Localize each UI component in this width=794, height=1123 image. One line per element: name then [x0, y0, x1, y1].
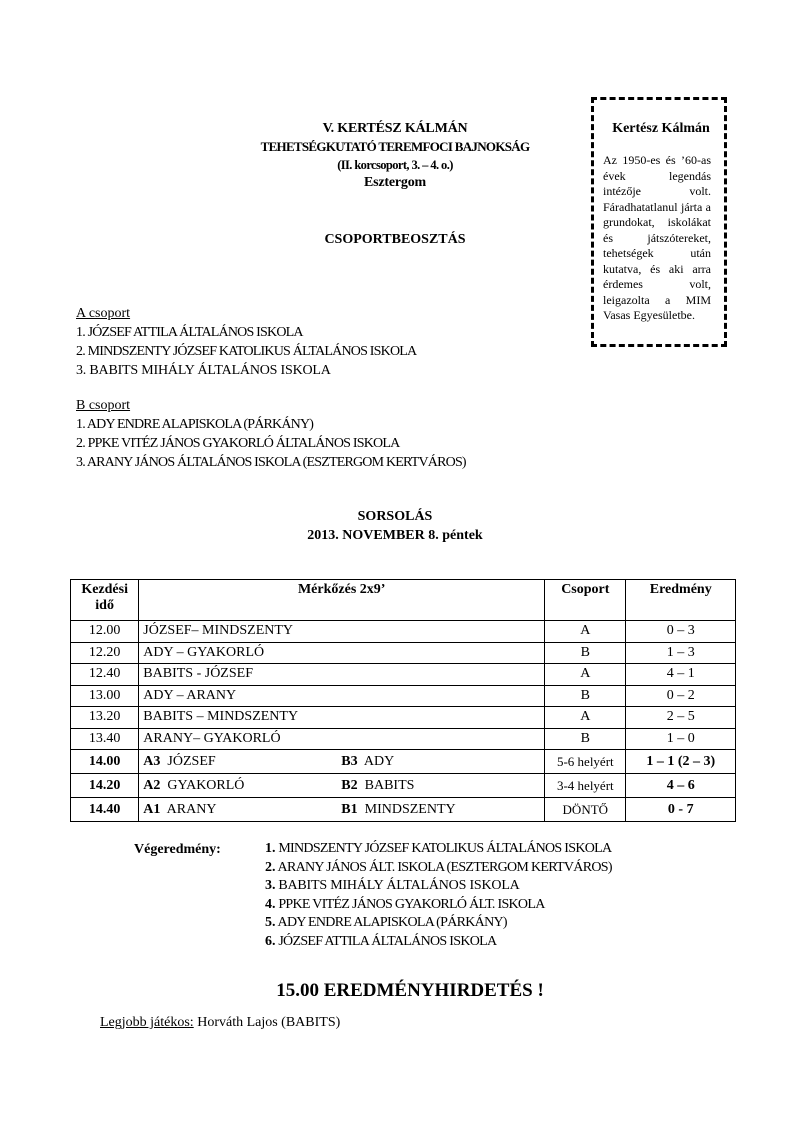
list-item	[265, 840, 612, 859]
school: JÓZSEF ATTILA ÁLTALÁNOS ISKOLA	[278, 933, 497, 949]
team-1: ARANY	[166, 801, 217, 817]
table-row-final	[71, 774, 736, 798]
row-result: 0 – 3	[626, 621, 736, 643]
seed-1: A3	[143, 753, 161, 769]
team-2: ADY	[363, 753, 395, 769]
team-1: GYAKORLÓ	[167, 777, 245, 793]
row-time: 13.40	[71, 728, 139, 750]
best-player	[100, 1015, 340, 1031]
table-row	[71, 621, 736, 643]
group-a-title: A csoport	[76, 306, 131, 321]
group-b-title: B csoport	[76, 398, 131, 413]
seed-2: B2	[341, 777, 358, 793]
row-time: 13.20	[71, 707, 139, 729]
row-time: 12.00	[71, 621, 139, 643]
final-standings-list	[265, 840, 612, 951]
row-time: 13.00	[71, 685, 139, 707]
table-row	[71, 728, 736, 750]
list-item	[265, 859, 612, 878]
team-1: JÓZSEF	[167, 753, 216, 769]
table-row-final	[71, 798, 736, 822]
row-group: A	[545, 707, 626, 729]
row-group: B	[545, 728, 626, 750]
rank: 6.	[265, 933, 276, 949]
header-match: Mérkőzés 2x9’	[139, 580, 545, 621]
final-group: 5-6 helyért	[545, 750, 626, 774]
list-item	[265, 914, 612, 933]
team-2: BABITS	[364, 777, 415, 793]
group-b	[76, 396, 466, 472]
header-time: Kezdési idő	[71, 580, 139, 621]
draw-date: 2013. NOVEMBER 8. péntek	[307, 528, 483, 543]
seed-2: B3	[341, 753, 358, 769]
final-match	[139, 798, 545, 822]
header-result: Eredmény	[626, 580, 736, 621]
row-match: BABITS – MINDSZENTY	[139, 707, 545, 729]
final-group: 3-4 helyért	[545, 774, 626, 798]
row-time: 12.20	[71, 642, 139, 664]
final-time: 14.40	[71, 798, 139, 822]
school: ARANY JÁNOS ÁLT. ISKOLA (ESZTERGOM KERTVÁROS)	[277, 859, 612, 875]
school: BABITS MIHÁLY ÁLTALÁNOS ISKOLA	[278, 878, 520, 893]
row-group: A	[545, 664, 626, 686]
group-b-item: 1. ADY ENDRE ALAPISKOLA (PÁRKÁNY)	[76, 417, 314, 432]
final-result: 4 – 6	[626, 774, 736, 798]
seed-1: A1	[143, 801, 161, 817]
row-group: A	[545, 621, 626, 643]
group-a	[76, 304, 416, 380]
row-group: B	[545, 642, 626, 664]
best-player-label: Legjobb játékos:	[100, 1015, 194, 1030]
best-player-value: Horváth Lajos (BABITS)	[197, 1015, 341, 1030]
header-group: Csoport	[545, 580, 626, 621]
row-result: 0 – 2	[626, 685, 736, 707]
table-header-row	[71, 580, 736, 621]
final-match	[139, 750, 545, 774]
table-row	[71, 642, 736, 664]
final-time: 14.00	[71, 750, 139, 774]
row-result: 2 – 5	[626, 707, 736, 729]
group-a-item: 1. JÓZSEF ATTILA ÁLTALÁNOS ISKOLA	[76, 325, 303, 340]
group-a-item: 2. MINDSZENTY JÓZSEF KATOLIKUS ÁLTALÁNOS ISKOLA	[76, 344, 417, 359]
list-item	[265, 896, 612, 915]
table-row	[71, 707, 736, 729]
rank: 4.	[265, 896, 276, 912]
info-sidebox	[585, 93, 735, 351]
group-b-item: 2. PPKE VITÉZ JÁNOS GYAKORLÓ ÁLTALÁNOS ISKOLA	[76, 436, 400, 451]
final-result: 0 - 7	[626, 798, 736, 822]
table-row	[71, 664, 736, 686]
schedule-table	[70, 579, 736, 822]
final-match	[139, 774, 545, 798]
row-result: 4 – 1	[626, 664, 736, 686]
rank: 2.	[265, 859, 276, 875]
draw-heading	[200, 507, 590, 545]
school: PPKE VITÉZ JÁNOS GYAKORLÓ ÁLT. ISKOLA	[278, 896, 545, 912]
rank: 5.	[265, 915, 276, 930]
row-match: ADY – ARANY	[139, 685, 545, 707]
group-b-item: 3. ARANY JÁNOS ÁLTALÁNOS ISKOLA (ESZTERGOM KERTVÁROS)	[76, 455, 466, 470]
sidebox-title: Kertész Kálmán	[612, 121, 710, 136]
header-line-2: TEHETSÉGKUTATÓ TEREMFOCI BAJNOKSÁG	[260, 139, 530, 154]
row-match: JÓZSEF– MINDSZENTY	[139, 621, 545, 643]
final-group: DÖNTŐ	[545, 798, 626, 822]
rank: 1.	[265, 841, 276, 856]
final-standings-label: Végeredmény:	[134, 842, 221, 857]
header-line-3: (II. korcsoport, 3. – 4. o.)	[337, 158, 453, 172]
list-item	[265, 933, 612, 952]
team-2: MINDSZENTY	[364, 801, 456, 817]
final-result: 1 – 1 (2 – 3)	[626, 750, 736, 774]
sidebox-text: Az 1950-es és ’60-as évek legendás intézője volt. Fáradhatatlanul járta a grundokat, iskolákat és játszótereket, tehetségek után kutatva, és aki arra érdemes volt, leigazolta a MIM Vasas Egyesületbe.	[603, 153, 711, 322]
school: ADY ENDRE ALAPISKOLA (PÁRKÁNY)	[277, 915, 507, 930]
group-a-item: 3. BABITS MIHÁLY ÁLTALÁNOS ISKOLA	[76, 363, 331, 378]
row-match: ADY – GYAKORLÓ	[139, 642, 545, 664]
row-result: 1 – 3	[626, 642, 736, 664]
rank: 3.	[265, 878, 276, 893]
table-row	[71, 685, 736, 707]
row-match: ARANY– GYAKORLÓ	[139, 728, 545, 750]
row-time: 12.40	[71, 664, 139, 686]
table-row-final	[71, 750, 736, 774]
row-group: B	[545, 685, 626, 707]
document-header	[200, 120, 590, 192]
announcement: 15.00 EREDMÉNYHIRDETÉS !	[276, 980, 544, 1001]
seed-1: A2	[143, 777, 161, 793]
final-time: 14.20	[71, 774, 139, 798]
draw-title: SORSOLÁS	[357, 509, 433, 524]
header-line-1: V. KERTÉSZ KÁLMÁN	[322, 121, 468, 136]
groups-title: CSOPORTBEOSZTÁS	[324, 232, 466, 247]
list-item	[265, 877, 612, 896]
header-line-4: Esztergom	[364, 175, 426, 190]
seed-2: B1	[341, 801, 358, 817]
row-match: BABITS - JÓZSEF	[139, 664, 545, 686]
school: MINDSZENTY JÓZSEF KATOLIKUS ÁLTALÁNOS ISKOLA	[278, 841, 612, 856]
row-result: 1 – 0	[626, 728, 736, 750]
